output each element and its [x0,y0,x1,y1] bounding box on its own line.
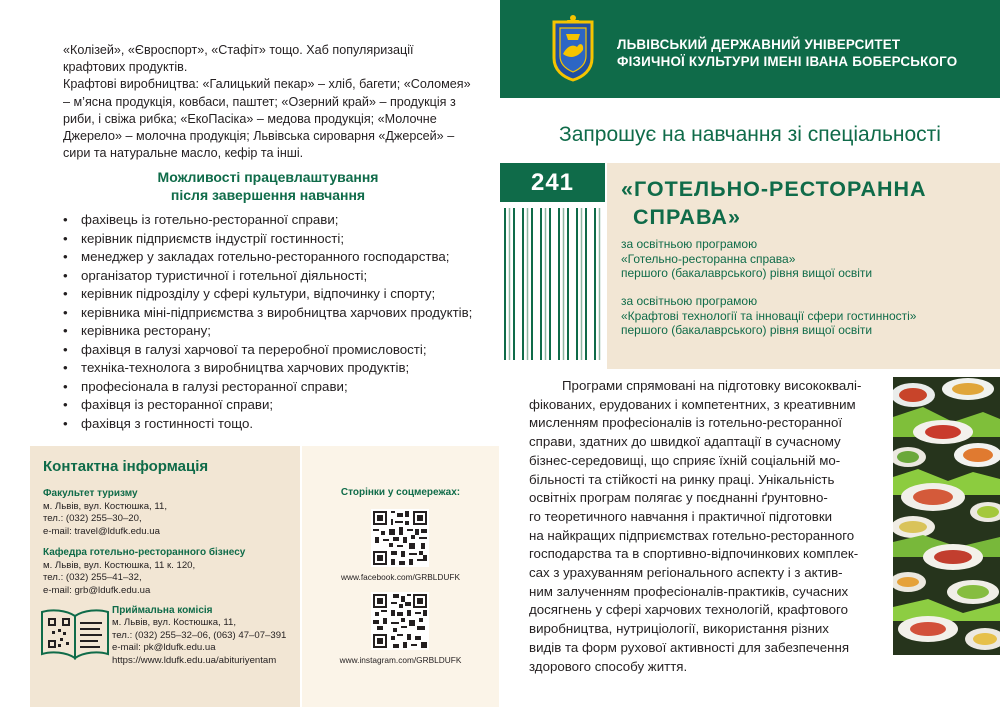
description-line: мисленням професіоналів із готельно-ресторанної [529,415,843,431]
description-line: більності та стійкості на ринку праці. Унікальність [529,471,835,487]
list-item: • фахівця із ресторанної справи; [63,396,483,415]
jobs-heading-line-1: Можливості працевлаштування [157,169,379,185]
department-phone: тел.: (032) 255–41–32, [43,572,142,584]
contact-title: Контактна інформація [43,458,209,475]
program-2 [621,294,916,338]
description-line: го теоретичного навчання і практичної підготовки [529,508,833,524]
list-item: • керівник підрозділу у сфері культури, відпочинку і спорту; [63,285,483,304]
program-2-line-3: першого (бакалаврського) рівня вищої освіти [621,323,873,338]
admission-email[interactable]: e-mail: pk@ldufk.edu.ua [112,642,216,654]
social-title: Сторінки у соцмережах: [340,487,461,498]
description-line: господарства та в спортивно-відпочинкових комплек- [529,546,859,562]
description-line: Програми спрямовані на підготовку висококвалі- [562,378,862,393]
jobs-heading-line-2: після завершення навчання [170,187,366,203]
list-item: • фахівця з гостинності тощо. [63,415,483,434]
decorative-stripes [500,208,605,360]
description-line: ним залученням професіоналів-практиків, сучасних [529,583,849,599]
description-line: справи, здатних до швидкої адаптації в сучасному [529,434,841,450]
facebook-qr-code [371,509,429,567]
program-2-line-1: за освітньою програмою [621,294,758,308]
program-1-line-3: першого (бакалаврського) рівня вищої освіти [621,266,873,281]
list-item: • керівника ресторану; [63,322,483,341]
admission-phone: тел.: (032) 255–32–06, (063) 47–07–391 [112,629,287,641]
list-item: • керівника міні-підприємства з виробництва харчових продуктів; [63,304,483,323]
department-email[interactable]: e-mail: grb@ldufk.edu.ua [43,584,151,596]
description-line: досягнень у сфері харчових технологій, крафтового [529,602,848,618]
list-item: • керівник підприємств індустрії гостинності; [63,230,483,249]
buffet-food-photo [893,377,1000,655]
specialty-name-line-1: «ГОТЕЛЬНО-РЕСТОРАННА [621,177,927,201]
faculty-name: Факультет туризму [43,488,138,499]
list-item: • техніка-технолога з виробництва харчових продуктів; [63,359,483,378]
list-item: • організатор туристичної і готельної діяльності; [63,267,483,286]
specialty-name [621,175,927,231]
department-contact [43,547,245,597]
intro-text [63,42,473,162]
university-crest-icon [551,14,595,82]
program-box [607,163,1000,369]
university-header [500,0,1000,98]
admission-name: Приймальна комісія [112,605,213,616]
list-item: • професіонала в галузі ресторанної справи; [63,378,483,397]
description-line: сах з урахуванням регіонального аспекту і з актив- [529,565,843,581]
specialty-name-line-2: СПРАВА» [633,205,741,229]
program-1-line-2: «Готельно-ресторанна справа» [621,251,796,266]
university-name [617,36,957,70]
contact-panel [30,446,300,707]
university-name-line-1: ЛЬВІВСЬКИЙ ДЕРЖАВНИЙ УНІВЕРСИТЕТ [617,37,901,52]
program-description [529,377,884,676]
description-line: освітніх програм полягає у поєднанні ґрунтовно- [529,490,828,506]
description-line: фікованих, ерудованих і компетентних, з креативним [529,396,856,412]
invite-heading: Запрошує на навчання зі спеціальності [559,123,941,146]
description-line: виробництва, нутриціології, використання різних [529,621,829,637]
university-name-line-2: ФІЗИЧНОЇ КУЛЬТУРИ ІМЕНІ ІВАНА БОБЕРСЬКОГО [617,54,958,69]
open-book-qr-icon [38,604,112,660]
faculty-contact [43,488,167,538]
description-line: здорового способу життя. [529,658,688,674]
instagram-link[interactable]: www.instagram.com/GRBLDUFK [339,655,462,665]
admission-contact [112,605,286,667]
intro-line-2: Крафтові виробництва: «Галицький пекар» – хліб, багети; «Соломея» – м’ясна продукція, ковбаси, паштет; «Озерний край» – продукція з риби, і свіжа рибка; «ЕкоПасіка» – медова продукція; «Молочне Джерело» – молочна продукція; Львівська сироварня «Джерсей» – сири та натуральне масло, кефір та інші. [63,77,471,161]
faculty-address: м. Львів, вул. Костюшка, 11, [43,500,167,512]
description-line: видів та форм рухової активності для забезпечення [529,639,850,655]
department-address: м. Львів, вул. Костюшка, 11 к. 120, [43,559,196,571]
list-item: • менеджер у закладах готельно-ресторанного господарства; [63,248,483,267]
faculty-email[interactable]: e-mail: travel@ldufk.edu.ua [43,525,160,537]
description-line: на найкращих підприємствах готельно-ресторанного [529,527,855,543]
program-2-line-2: «Крафтові технології та інновації сфери гостинності» [621,308,917,323]
program-1 [621,237,872,281]
intro-line-1: «Колізей», «Євроспорт», «Стафіт» тощо. Хаб популяризації крафтових продуктів. [63,43,414,75]
list-item: • фахівець із готельно-ресторанної справи; [63,211,483,230]
description-line: бізнес-середовищі, що сприяє їхній соціальній мо- [529,452,841,468]
specialty-code: 241 [500,163,605,202]
faculty-phone: тел.: (032) 255–30–20, [43,513,142,525]
program-1-line-1: за освітньою програмою [621,237,758,251]
admission-url[interactable]: https://www.ldufk.edu.ua/abituriyentam [112,654,277,666]
admission-address: м. Львів, вул. Костюшка, 11, [112,617,236,629]
instagram-qr-code [371,592,429,650]
jobs-list [63,211,483,433]
list-item: • фахівця в галузі харчової та переробної промисловості; [63,341,483,360]
facebook-link[interactable]: www.facebook.com/GRBLDUFK [341,572,460,582]
social-panel [302,446,499,707]
department-name: Кафедра готельно-ресторанного бізнесу [43,547,246,558]
jobs-heading [63,168,473,204]
